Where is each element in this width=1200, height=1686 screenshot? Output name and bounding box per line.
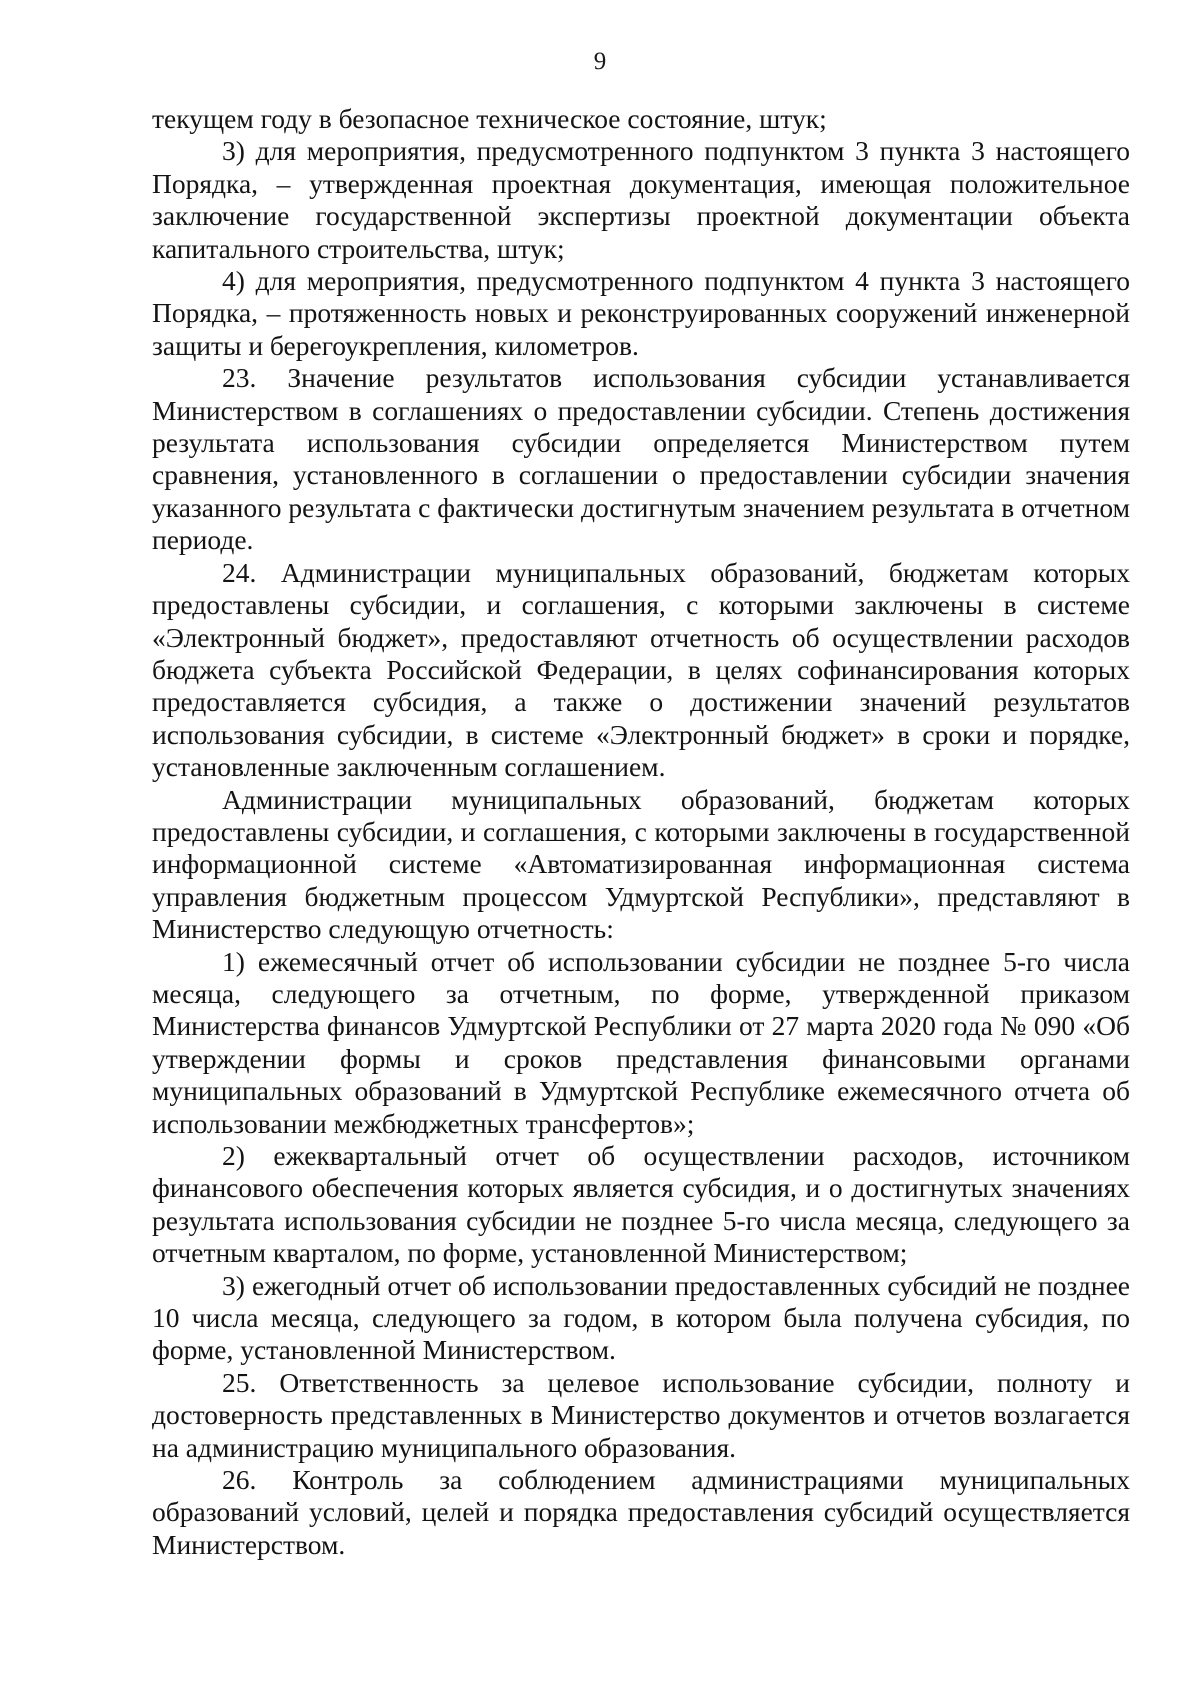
paragraph-continuation: текущем году в безопасное техническое состояние, штук; (152, 103, 827, 134)
paragraph-report-3: 3) ежегодный отчет об использовании предоставленных субсидий не позднее 10 числа месяца, следующего за годом, в котором была получена субсидия, по форме, установленной Министерством. (152, 1269, 1130, 1366)
paragraph-23: 23. Значение результатов использования субсидии устанавливается Министерством в соглашениях о предоставлении субсидии. Степень достижения результата использования субсидии определяется Министерством путем сравнения, установленного в соглашении о предоставлении субсидии значения указанного результата с фактически достигнутым значением результата в отчетном периоде. (152, 362, 1130, 556)
document-body (152, 103, 1130, 1561)
paragraph-24: 24. Администрации муниципальных образований, бюджетам которых предоставлены субсидии, и соглашения, с которыми заключены в системе «Электронный бюджет», предоставляют отчетность об осуществлении расходов бюджета субъекта Российской Федерации, в целях софинансирования которых предоставляется субсидия, а также о достижении значений результатов использования субсидии, в системе «Электронный бюджет» в сроки и порядке, установленные заключенным соглашением. (152, 556, 1130, 783)
paragraph-26: 26. Контроль за соблюдением администрациями муниципальных образований условий, целей и порядка предоставления субсидий осуществляется Министерством. (152, 1464, 1130, 1560)
paragraph-item-3: 3) для мероприятия, предусмотренного подпунктом 3 пункта 3 настоящего Порядка, – утвержденная проектная документация, имеющая положительное заключение государственной экспертизы проектной документации объекта капитального строительства, штук; (152, 135, 1130, 264)
paragraph-report-1: 1) ежемесячный отчет об использовании субсидии не позднее 5-го числа месяца, следующего за отчетным, по форме, утвержденной приказом Министерства финансов Удмуртской Республики от 27 марта 2020 года № 090 «Об утверждении формы и сроков представления финансовыми органами муниципальных образований в Удмуртской Республике ежемесячного отчета об использовании межбюджетных трансфертов»; (152, 945, 1130, 1139)
paragraph-24-continued: Администрации муниципальных образований, бюджетам которых предоставлены субсидии, и соглашения, с которыми заключены в государственной информационной системе «Автоматизированная информационная система управления бюджетным процессом Удмуртской Республики», представляют в Министерство следующую отчетность: (152, 783, 1130, 945)
paragraph-25: 25. Ответственность за целевое использование субсидии, полноту и достоверность представленных в Министерство документов и отчетов возлагается на администрацию муниципального образования. (152, 1366, 1130, 1463)
page-number: 9 (593, 48, 607, 75)
paragraph-item-4: 4) для мероприятия, предусмотренного подпунктом 4 пункта 3 настоящего Порядка, – протяженность новых и реконструированных сооружений инженерной защиты и берегоукрепления, километров. (152, 265, 1130, 361)
paragraph-report-2: 2) ежеквартальный отчет об осуществлении расходов, источником финансового обеспечения которых является субсидия, и о достигнутых значениях результата использования субсидии не позднее 5-го числа месяца, следующего за отчетным кварталом, по форме, установленной Министерством; (152, 1140, 1130, 1269)
